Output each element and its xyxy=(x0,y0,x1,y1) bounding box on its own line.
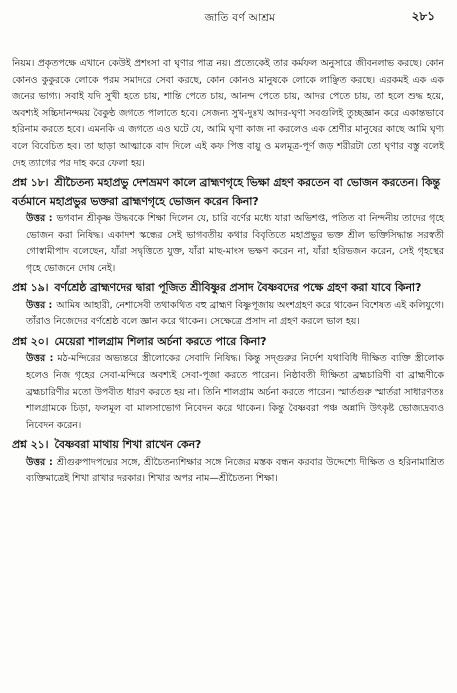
qa-item xyxy=(12,436,444,488)
opening-paragraph: নিয়ম। প্রকৃতপক্ষে এখানে কেউই প্রশংসা বা ঘৃণার পাত্র নয়। প্রত্যেকেই তার কর্মফল অনুসারে জীবনলাভ করছে। কোন কোনও কুকুরকে লোকে পরম সমাদরে সেবা করছে, কোন কোনও মানুষকে লোকে লাঞ্ছিত করছে। এরকমই এক এক জনের ভাগ্য। সবাই যদি সুখী হতে চায়, শান্তি পেতে চায়, আনন্দ পেতে চায়, আদর পেতে চায়, তা হলে শুদ্ধ হয়ে, অবশ্যই সচ্চিদানন্দময় বৈকুণ্ঠ জগতে পালাতে হবে। সেজন্য সুখ-দুঃখ আদর-ঘৃণা সবগুলিই তুচ্ছজ্ঞান করে একান্তভাবে হরিনাম করতে হবে। এমনকি এ জগতে এও ঘটে যে, আমি ঘৃণা কাজ না করলেও এক শ্রেণীর মানুষের কাছে আমি ঘৃণ্য বলে বিবেচিত হব। তা ছাড়া আত্মাকে বাদ দিলে এই কফ পিত্ত বায়ু ও মলমূত্র-পূর্ণ জড় শরীরটা তো ঘৃণার বস্তু বলেই দেহ ত্যাগের পর দাহ করে ফেলা হয়। xyxy=(12,58,444,169)
page-number: ২৮১ xyxy=(411,9,435,23)
answer xyxy=(12,455,444,488)
answer-text: আমিষ আহারী, নেশাসেবী তথাকথিত বহু ব্রাহ্মণ বিষ্ণুপূজায় অংশগ্রহণ করে থাকেন বিশেষত এই কলিযুগে। তাঁরাও নিজেদের বর্ণশ্রেষ্ঠ বলে জ্ঞান করে থাকেন। সেক্ষেত্রে প্রসাদ না গ্রহণ করলে ভাল হয়। xyxy=(26,299,444,328)
running-title: জাতি বর্ণ আশ্রম xyxy=(204,12,276,24)
question-number: প্রশ্ন ২১। xyxy=(12,438,49,452)
answer-text: মঠ-মন্দিরের অভ্যন্তরে স্ত্রীলোকের সেবাদি নিষিদ্ধ। কিন্তু সদ্গুরুর নির্দেশ যথাবিধি দীক্ষিত ব্যক্তি স্ত্রীলোক হলেও নিজ গৃহের সেবা-মন্দিরে অবশ্যই সেবা-পূজা করতে পারেন। নিষ্ঠাবতী দীক্ষিতা ব্রহ্মচারিণী বা ব্রাহ্মণীকে ব্রহ্মচারিণীর মতো উপবীত ধারণ করতে হয় না। তিনি শালগ্রাম অর্চনা করতে পারেন। স্মার্তগুরু স্মার্তরা সাধারণতঃ শালগ্রামকে চিড়া, ফলমূল বা মালসাভোগ নিবেদন করে থাকেন। কিন্তু বৈষ্ণবরা পঞ্চ অন্নাদি উৎকৃষ্ট ভোজ্যদ্রব্যও নিবেদন করেন। xyxy=(26,353,444,431)
qa-item xyxy=(12,174,444,277)
question-text: বৈষ্ণবরা মাথায় শিখা রাখেন কেন? xyxy=(54,438,202,452)
answer xyxy=(12,298,444,331)
question-number: প্রশ্ন ১৯। xyxy=(12,281,49,295)
question-text: শ্রীচৈতন্য মহাপ্রভু দেশভ্রমণ কালে ব্রাহ্মণগৃহে ভিক্ষা গ্রহণ করতেন বা ভোজন করতেন। কিন্তু বর্তমানে মহাপ্রভুর ভক্তরা ব্রাহ্মণগৃহে ভোজন করেন কিনা? xyxy=(12,176,440,208)
question xyxy=(12,436,444,454)
question-text: মেয়েরা শালগ্রাম শিলার অর্চনা করতে পারে কিনা? xyxy=(54,334,267,348)
page-header xyxy=(20,8,437,28)
answer-text: শ্রীগুরুপাদপদ্মের সঙ্গে, শ্রীচৈতন্যশিক্ষার সঙ্গে নিজের মস্তক বন্ধন করবার উদ্দেশ্যে দীক্ষিত ও হরিনামাশ্রিত ব্যক্তিমাত্রেই শিখা রাখার দরকার। শিখার অপর নাম—শ্রীচৈতন্য শিক্ষা। xyxy=(26,456,444,485)
page-body xyxy=(12,56,444,488)
question xyxy=(12,174,444,211)
answer-text: ভগবান শ্রীকৃষ্ণ উদ্ধবকে শিক্ষা দিলেন যে, চারি বর্ণের মধ্যে যারা অভিশপ্ত, পতিত বা নিন্দনীয় তাদের গৃহে ভোজন করা নিষিদ্ধ। একাদশ স্কন্ধের সেই ভাগবতীয় কথার বিবৃতিতে মহাপ্রভুর ভক্ত শ্রীল ভক্তিসিদ্ধান্ত সরস্বতী গোস্বামীপাদ বলেছেন, যাঁরা সদ্বৃত্তিতে যুক্ত, যাঁরা মাছ-মাংস ভক্ষণ করেন না, যাঁরা হরিভজন করেন, সেই গৃহস্থের গৃহে ভোজনে দোষ নেই। xyxy=(26,212,444,274)
answer-label: উত্তর : xyxy=(26,353,54,365)
qa-item xyxy=(12,279,444,331)
qa-item xyxy=(12,333,444,434)
answer xyxy=(12,351,444,434)
question-number: প্রশ্ন ২০। xyxy=(12,334,49,348)
answer-label: উত্তর : xyxy=(26,456,53,468)
answer-label: উত্তর : xyxy=(26,299,53,311)
question xyxy=(12,333,444,351)
answer xyxy=(12,211,444,277)
question-text: বর্ণশ্রেষ্ঠ ব্রাহ্মণদের দ্বারা পূজিত শ্রীবিষ্ণুর প্রসাদ বৈষ্ণবদের পক্ষে গ্রহণ করা যাবে কিনা? xyxy=(54,281,422,295)
question-number: প্রশ্ন ১৮। xyxy=(12,176,49,190)
answer-label: উত্তর : xyxy=(26,212,53,224)
question xyxy=(12,279,444,297)
